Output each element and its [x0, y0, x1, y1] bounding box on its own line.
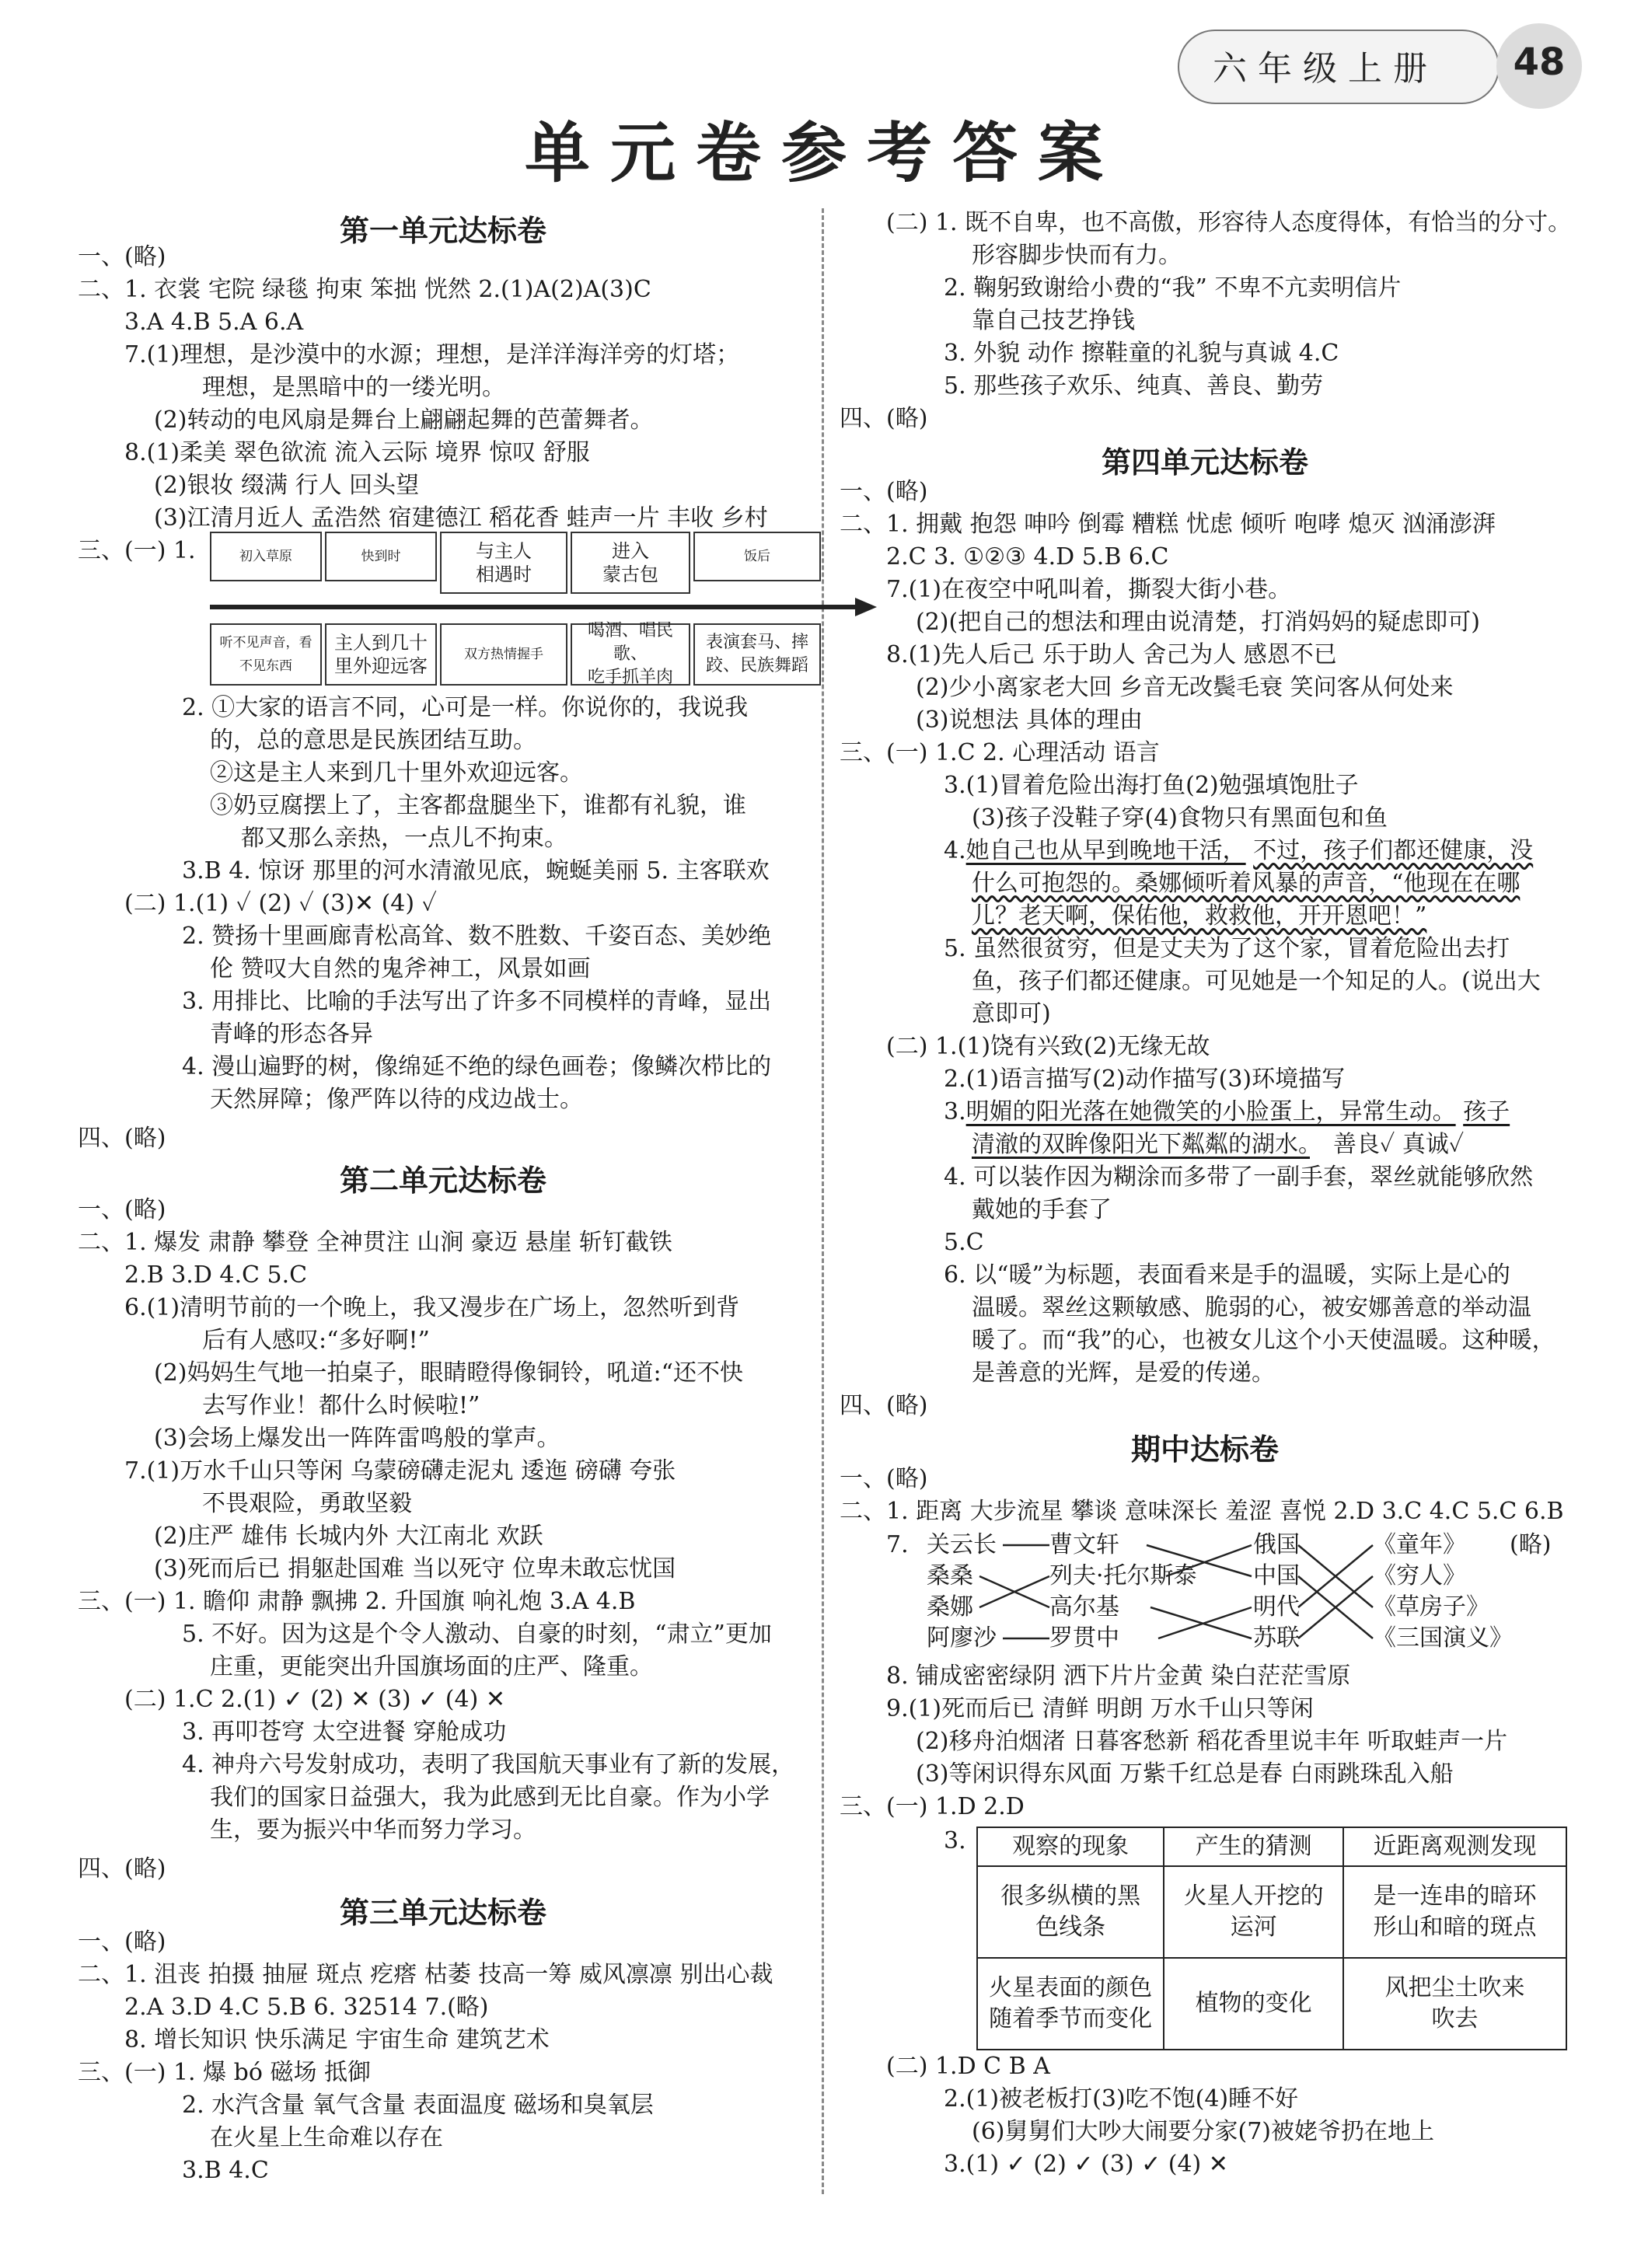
answer-line: 的，总的意思是民族团结互助。 [210, 727, 536, 754]
table-header-row [977, 1827, 1566, 1866]
answer-line: (6)舅舅们大吵大闹要分家(7)被姥爷扔在地上 [972, 2118, 1434, 2145]
answer-line: (3)说想法 具体的理由 [916, 707, 1143, 734]
answer-line: 三、(一) 1. 爆 bó 磁场 抵御 [78, 2059, 371, 2086]
table-row [977, 1866, 1566, 1958]
table-header: 近距离观测发现 [1343, 1827, 1566, 1866]
answer-line: 4. 神舟六号发射成功，表明了我国航天事业有了新的发展， [182, 1751, 795, 1778]
answer-line: (3)死而后已 捐躯赴国难 当以死守 位卑未敢忘忧国 [154, 1555, 676, 1582]
column-divider [822, 208, 824, 2194]
match-col2-item: 曹文轩 [1049, 1531, 1119, 1558]
answer-line: 天然屏障；像严阵以待的戍边战士。 [210, 1086, 583, 1113]
answer-line-underlined: 儿？老天啊，保佑他，救救他，开开恩吧！” [972, 902, 1427, 930]
answer-line: 戴她的手套了 [972, 1196, 1112, 1223]
answer-line: 去写作业！都什么时候啦!” [202, 1392, 480, 1419]
answer-line: 8.(1)柔美 翠色欲流 流入云际 境界 惊叹 舒服 [124, 439, 590, 466]
answer-line: (2)少小离家老大回 乡音无改鬓毛衰 笑问客从何处来 [916, 674, 1454, 701]
page-title: 单元卷参考答案 [524, 115, 1123, 191]
answer-line: 二、1. 沮丧 拍摄 抽屉 斑点 疙瘩 枯萎 技高一筹 威风凛凛 别出心裁 [78, 1961, 773, 1988]
answer-line-underlined: 3.明媚的阳光落在她微笑的小脸蛋上，异常生动。 孩子 [944, 1098, 1510, 1125]
answer-line: 一、(略) [840, 1465, 928, 1492]
answer-line: 3. 用排比、比喻的手法写出了许多不同模样的青峰，显出 [182, 988, 772, 1015]
answer-line: (二) 1. 既不自卑，也不高傲，形容待人态度得体，有恰当的分寸。 [886, 209, 1572, 236]
answer-line: 形容脚步快而有力。 [972, 242, 1182, 269]
answer-line: (3)会场上爆发出一阵阵雷鸣般的掌声。 [154, 1425, 560, 1452]
answer-line: 四、(略) [840, 405, 928, 432]
answer-line: 我们的国家日益强大，我为此感到无比自豪。作为小学 [210, 1784, 770, 1811]
answer-line-underlined: 清澈的双眸像阳光下粼粼的湖水。 善良✓ 真诚✓ [972, 1131, 1465, 1158]
answer-line: 一、(略) [840, 478, 928, 505]
timeline-bottom-3: 双方热情握手 [440, 623, 567, 686]
answer-line: (2)移舟泊烟渚 日暮客愁新 稻花香里说丰年 听取蛙声一片 [916, 1728, 1508, 1755]
answer-line: 庄重，更能突出升国旗场面的庄严、隆重。 [210, 1653, 653, 1680]
answer-line: 4. 可以装作因为糊涂而多带了一副手套，翠丝就能够欣然 [944, 1164, 1534, 1191]
table-row [977, 1958, 1566, 2050]
answer-line: 2.C 3. ①②③ 4.D 5.B 6.C [886, 543, 1169, 570]
answer-line: 3.A 4.B 5.A 6.A [124, 309, 304, 336]
answer-line: 在火星上生命难以存在 [210, 2124, 443, 2151]
answer-line-underlined: 什么可抱怨的。桑娜倾听着风暴的声音，“他现在在哪 [972, 870, 1521, 897]
observation-table [976, 1827, 1567, 2050]
answer-line: 都又那么亲热，一点儿不拘束。 [241, 825, 567, 852]
match-col4-item: 《草房子》 [1373, 1593, 1489, 1621]
answer-line: 三、(一) 1. [78, 537, 196, 564]
answer-line: 2. 赞扬十里画廊青松高耸、数不胜数、千姿百态、美妙绝 [182, 923, 772, 950]
answer-line: 2.(1)被老板打(3)吃不饱(4)睡不好 [944, 2085, 1299, 2113]
midterm-title: 期中达标卷 [1130, 1432, 1279, 1467]
answer-line: 暖了。而“我”的心，也被女儿这个小天使温暖。这种暖， [972, 1327, 1555, 1354]
match-note: (略) [1510, 1531, 1552, 1558]
answer-line: 7.(1)理想，是沙漠中的水源；理想，是洋洋海洋旁的灯塔； [124, 341, 740, 368]
match-col3-item: 明代 [1253, 1593, 1300, 1621]
answer-line: 5.C [944, 1229, 984, 1256]
match-col4-item: 《童年》 [1373, 1531, 1466, 1558]
match-col3-item: 中国 [1253, 1562, 1300, 1589]
answer-line: 一、(略) [78, 1196, 166, 1223]
table-cell: 火星人开挖的 运河 [1164, 1866, 1343, 1958]
table-cell: 很多纵横的黑 色线条 [977, 1866, 1164, 1958]
answer-line: ②这是主人来到几十里外欢迎远客。 [210, 759, 583, 787]
answer-line: 4. 漫山遍野的树，像绵延不绝的绿色画卷；像鳞次栉比的 [182, 1053, 772, 1080]
answer-line: (3)江清月近人 孟浩然 宿建德江 稻花香 蛙声一片 丰收 乡村 [154, 504, 768, 532]
answer-line: 四、(略) [78, 1125, 166, 1152]
timeline-bottom-5: 表演套马、摔 跤、民族舞蹈 [693, 623, 821, 686]
answer-line: 3.B 4. 惊讶 那里的河水清澈见底，蜿蜒美丽 5. 主客联欢 [182, 857, 770, 885]
answer-line: 是善意的光辉，是爱的传递。 [972, 1359, 1275, 1387]
answer-line: (2)银妆 缀满 行人 回头望 [154, 472, 420, 499]
answer-line: 5. 虽然很贫穷，但是丈夫为了这个家，冒着危险出去打 [944, 935, 1510, 962]
page-number: 48 [1513, 40, 1566, 84]
answer-line: 三、(一) 1.D 2.D [840, 1793, 1025, 1820]
answer-line: 2. 鞠躬致谢给小费的“我” 不卑不亢卖明信片 [944, 274, 1402, 302]
match-col1-item: 关云长 [927, 1531, 997, 1558]
match-col2-item: 列夫·托尔斯泰 [1049, 1562, 1197, 1589]
answer-line: (二) 1.(1) ✓ (2) ✓ (3)✕ (4) ✓ [124, 890, 437, 917]
timeline-top-5: 饭后 [693, 532, 821, 581]
answer-line: (二) 1.D C B A [886, 2053, 1050, 2080]
match-question-number: 7. [886, 1531, 909, 1558]
answer-line: (2)(把自己的想法和理由说清楚，打消妈妈的疑虑即可) [916, 609, 1480, 636]
match-col3-item: 苏联 [1253, 1624, 1300, 1652]
match-col2-item: 罗贯中 [1049, 1624, 1119, 1652]
answer-line: 二、1. 距离 大步流星 攀谈 意味深长 羞涩 喜悦 2.D 3.C 4.C 5.C 6.B [840, 1498, 1564, 1525]
answer-line: 一、(略) [78, 243, 166, 270]
unit1-title: 第一单元达标卷 [339, 214, 546, 248]
answer-line: 8. 增长知识 快乐满足 宇宙生命 建筑艺术 [124, 2026, 550, 2053]
table-cell: 是一连串的暗环 形山和暗的斑点 [1343, 1866, 1566, 1958]
unit4-title: 第四单元达标卷 [1101, 445, 1308, 480]
unit2-title: 第二单元达标卷 [339, 1164, 546, 1198]
answer-line: 一、(略) [78, 1928, 166, 1956]
answer-line: (二) 1.(1)饶有兴致(2)无缘无故 [886, 1033, 1210, 1060]
answer-line: 意即可) [972, 1000, 1051, 1028]
timeline-bottom-2: 主人到几十 里外迎远客 [325, 623, 437, 686]
table-cell: 植物的变化 [1164, 1958, 1343, 2050]
answer-line: 二、1. 衣裳 宅院 绿毯 拘束 笨拙 恍然 2.(1)A(2)A(3)C [78, 276, 651, 303]
table-header: 产生的猜测 [1164, 1827, 1343, 1866]
timeline-bottom-1: 听不见声音，看 不见东西 [210, 623, 322, 686]
answer-line: 理想，是黑暗中的一缕光明。 [202, 374, 505, 401]
answer-line: 四、(略) [78, 1855, 166, 1882]
match-col2-item: 高尔基 [1049, 1593, 1119, 1621]
matching-lines [840, 1528, 1570, 1660]
answer-line: 9.(1)死而后已 清鲜 明朗 万水千山只等闲 [886, 1695, 1314, 1722]
timeline-top-1: 初入草原 [210, 532, 322, 581]
answer-line: 5. 不好。因为这是个令人激动、自豪的时刻，“肃立”更加 [182, 1621, 772, 1648]
answer-line: 3.(1)冒着危险出海打鱼(2)勉强填饱肚子 [944, 772, 1359, 799]
timeline-bottom-4: 喝酒、唱民歌、 吃手抓羊肉 [571, 623, 690, 686]
answer-line: 不畏艰险，勇敢坚毅 [202, 1490, 412, 1517]
answer-line: 6. 以“暖”为标题，表面看来是手的温暖，实际上是心的 [944, 1261, 1510, 1289]
timeline-top-3: 与主人 相遇时 [440, 532, 567, 594]
answer-line: 伦 赞叹大自然的鬼斧神工，风景如画 [210, 955, 591, 982]
answer-line: 生，要为振兴中华而努力学习。 [210, 1816, 536, 1844]
answer-line: 温暖。翠丝这颗敏感、脆弱的心，被安娜善意的举动温 [972, 1294, 1531, 1321]
answer-line: 7.(1)在夜空中吼叫着，撕裂大街小巷。 [886, 576, 1292, 603]
header-grade: 六年级上册 [1213, 49, 1438, 89]
answer-line: 三、(一) 1.C 2. 心理活动 语言 [840, 739, 1160, 766]
answer-line: 7.(1)万水千山只等闲 乌蒙磅礴走泥丸 逶迤 磅礴 夸张 [124, 1457, 676, 1485]
answer-line: 3.B 4.C [182, 2157, 269, 2184]
answer-line: 三、(一) 1. 瞻仰 肃静 飘拂 2. 升国旗 响礼炮 3.A 4.B [78, 1588, 636, 1615]
answer-line: 二、1. 爆发 肃静 攀登 全神贯注 山涧 豪迈 悬崖 斩钉截铁 [78, 1229, 672, 1256]
answer-line: 8.(1)先人后己 乐于助人 舍己为人 感恩不已 [886, 641, 1337, 668]
answer-line: (2)庄严 雄伟 长城内外 大江南北 欢跃 [154, 1523, 543, 1550]
answer-line: 2. 水汽含量 氧气含量 表面温度 磁场和臭氧层 [182, 2092, 654, 2119]
answer-line: (2)妈妈生气地一拍桌子，眼睛瞪得像铜铃，吼道:“还不快 [154, 1359, 743, 1387]
answer-line: (3)孩子没鞋子穿(4)食物只有黑面包和鱼 [972, 804, 1388, 832]
answer-line: 2.(1)语言描写(2)动作描写(3)环境描写 [944, 1066, 1346, 1093]
timeline-top-2: 快到时 [325, 532, 437, 581]
answer-line: 8. 铺成密密绿阴 洒下片片金黄 染白茫茫雪原 [886, 1663, 1351, 1690]
table-cell: 火星表面的颜色 随着季节而变化 [977, 1958, 1164, 2050]
answer-line: 靠自己技艺挣钱 [972, 307, 1135, 334]
answer-line: 3. 再叩苍穹 太空进餐 穿舱成功 [182, 1718, 507, 1746]
timeline-arrow [210, 595, 878, 619]
match-col3-item: 俄国 [1253, 1531, 1300, 1558]
answer-line: 2.A 3.D 4.C 5.B 6. 32514 7.(略) [124, 1994, 489, 2021]
answer-line: (二) 1.C 2.(1) ✓ (2) ✕ (3) ✓ (4) ✕ [124, 1686, 505, 1713]
answer-line: 3.(1) ✓ (2) ✓ (3) ✓ (4) ✕ [944, 2151, 1228, 2178]
answer-line: (2)转动的电风扇是舞台上翩翩起舞的芭蕾舞者。 [154, 406, 654, 434]
table-cell: 风把尘土吹来 吹去 [1343, 1958, 1566, 2050]
answer-line: 5. 那些孩子欢乐、纯真、善良、勤劳 [944, 372, 1324, 400]
timeline-top-4: 进入 蒙古包 [571, 532, 690, 594]
answer-line-underlined: 4.她自己也从早到晚地干活， 不过，孩子们都还健康，没 [944, 837, 1534, 864]
answer-line: 2. ①大家的语言不同，心可是一样。你说你的，我说我 [182, 694, 749, 721]
answer-line: 四、(略) [840, 1392, 928, 1419]
answer-line: 青峰的形态各异 [210, 1021, 373, 1048]
match-col4-item: 《穷人》 [1373, 1562, 1466, 1589]
answer-line: 鱼，孩子们都还健康。可见她是一个知足的人。(说出大 [972, 968, 1541, 995]
answer-line: 6.(1)清明节前的一个晚上，我又漫步在广场上，忽然听到背 [124, 1294, 740, 1321]
answer-line: 3. 外貌 动作 擦鞋童的礼貌与真诚 4.C [944, 340, 1339, 367]
answer-line: ③奶豆腐摆上了，主客都盘腿坐下，谁都有礼貌，谁 [210, 792, 746, 819]
match-col4-item: 《三国演义》 [1373, 1624, 1513, 1652]
match-col1-item: 桑桑 [927, 1562, 973, 1589]
answer-line: 2.B 3.D 4.C 5.C [124, 1261, 308, 1289]
answer-line: 后有人感叹:“多好啊!” [202, 1327, 430, 1354]
table-header: 观察的现象 [977, 1827, 1164, 1866]
match-col1-item: 阿廖沙 [927, 1624, 997, 1652]
unit3-title: 第三单元达标卷 [339, 1896, 546, 1930]
answer-line: 二、1. 拥戴 抱怨 呻吟 倒霉 糟糕 忧虑 倾听 咆哮 熄灭 汹涌澎湃 [840, 511, 1496, 538]
match-col1-item: 桑娜 [927, 1593, 973, 1621]
table-question-number: 3. [944, 1827, 966, 1855]
answer-line: (3)等闲识得东风面 万紫千红总是春 白雨跳珠乱入船 [916, 1760, 1454, 1788]
